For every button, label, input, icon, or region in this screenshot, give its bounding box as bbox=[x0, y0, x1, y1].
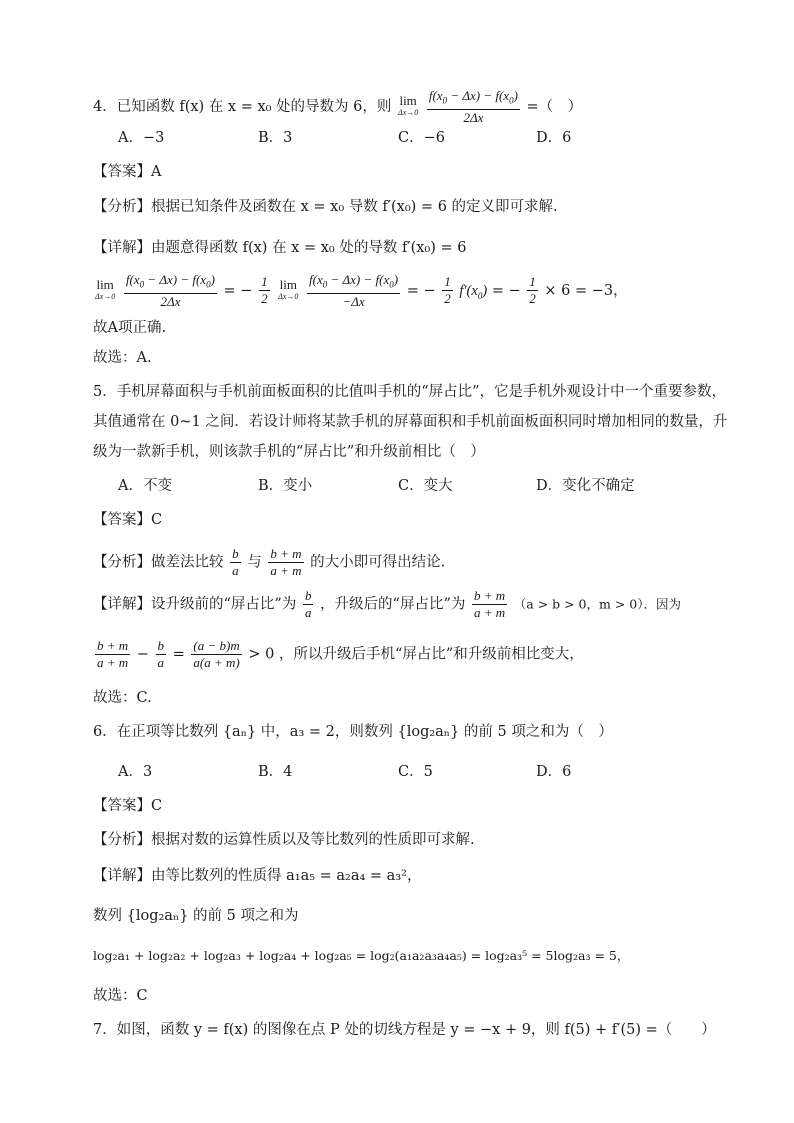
limit-symbol: lim Δx→0 bbox=[398, 92, 419, 117]
q6-answer: 【答案】C bbox=[93, 798, 163, 814]
q5-analysis: 【分析】做差法比较 $\frac{b}{a}$ 与 $\frac{b + m}{a + m}$ 的大小即可得出结论. bbox=[93, 546, 446, 578]
q4-option-a[interactable]: A．−3 bbox=[118, 130, 165, 146]
q4-answer: 【答案】A bbox=[93, 164, 162, 180]
q6-analysis: 【分析】根据对数的运算性质以及等比数列的性质即可求解. bbox=[93, 832, 475, 848]
q5-answer: 【答案】C bbox=[93, 512, 163, 528]
q5-option-a[interactable]: A．不变 bbox=[118, 478, 172, 494]
q6-option-a[interactable]: A．3 bbox=[118, 764, 153, 780]
q5-option-d[interactable]: D．变化不确定 bbox=[536, 478, 635, 494]
q4-option-c[interactable]: C．−6 bbox=[398, 130, 445, 146]
q4-final: 故选：A. bbox=[93, 350, 152, 366]
q5-stem-line2: 其值通常在 0~1 之间．若设计师将某款手机的屏幕面积和手机前面板面积同时增加相同的数量，升 bbox=[93, 414, 728, 430]
q4-option-d[interactable]: D．6 bbox=[536, 130, 572, 146]
q4-option-b[interactable]: B．3 bbox=[258, 130, 293, 146]
q4-analysis: 【分析】根据已知条件及函数在 x = x₀ 导数 f′(x₀) = 6 的定义即可求解. bbox=[93, 199, 558, 215]
q6-option-d[interactable]: D．6 bbox=[536, 764, 572, 780]
q6-final: 故选：C bbox=[93, 988, 148, 1004]
q4-detail: 【详解】由题意得函数 f(x) 在 x = x₀ 处的导数 f′(x₀) = 6 bbox=[93, 240, 467, 256]
q5-detail: 【详解】设升级前的“屏占比”为 $\frac{b}{a}$ ，升级后的“屏占比”为 $\frac{b + m}{a + m}$ （a > b > 0，m > 0）．因为 bbox=[93, 588, 681, 620]
q5-stem-line1: 5．手机屏幕面积与手机前面板面积的比值叫手机的“屏占比”，它是手机外观设计中一个重要参数， bbox=[93, 384, 727, 400]
q4-conclusion: 故A项正确. bbox=[93, 320, 167, 336]
q5-derivation: $\frac{b + m}{a + m}$ − $\frac{b}{a}$ = $\frac{(a - b)m}{a(a + m)}$ > 0 ，所以升级后手机“屏占比”和升级前相比变大， bbox=[97, 638, 584, 670]
q5-stem-line3: 级为一款新手机，则该款手机的“屏占比”和升级前相比（ ） bbox=[93, 444, 485, 460]
q6-option-c[interactable]: C．5 bbox=[398, 764, 433, 780]
q6-sum-expression: log₂a₁ + log₂a₂ + log₂a₃ + log₂a₄ + log₂a₅ = log₂(a₁a₂a₃a₄a₅) = log₂a₃⁵ = 5log₂a₃ = 5， bbox=[93, 948, 630, 963]
q4-limit-fraction: $\frac{f(x_0 - \Delta x) - f(x_0)}{2\Delta x}$ bbox=[428, 88, 518, 125]
q7-stem: 7．如图，函数 y = f(x) 的图像在点 P 处的切线方程是 y = −x + 9，则 f(5) + f′(5) =（ ） bbox=[93, 1022, 716, 1038]
q5-option-b[interactable]: B．变小 bbox=[258, 478, 313, 494]
q6-option-b[interactable]: B．4 bbox=[258, 764, 293, 780]
q6-detail: 【详解】由等比数列的性质得 a₁a₅ = a₂a₄ = a₃²， bbox=[93, 868, 422, 884]
q4-stem: 4．已知函数 f(x) 在 x = x₀ 处的导数为 6，则 lim Δx→0 $\frac{f(x_0 - \Delta x) - f(x_0)}{2\Delta x}$ =（ ） bbox=[93, 88, 583, 125]
q4-derivation: lim Δx→0 $\frac{f(x_0 - \Delta x) - f(x_0)}{2\Delta x}$ = − $\frac{1}{2}$ lim Δx→0 $\frac{f(x_0 - \Delta x) - f(x_0)}{-\Delta x}$ = − $\frac{1}{2}$ $f'(x_0)$ = − $\frac{1}{2}$ × 6 = −3， bbox=[95, 272, 628, 309]
q5-option-c[interactable]: C．变大 bbox=[398, 478, 453, 494]
q5-final: 故选：C. bbox=[93, 690, 152, 706]
q6-sum-intro: 数列 {log₂aₙ} 的前 5 项之和为 bbox=[93, 908, 299, 924]
q6-stem: 6．在正项等比数列 {aₙ} 中，a₃ = 2，则数列 {log₂aₙ} 的前 5 项之和为（ ） bbox=[93, 724, 613, 740]
